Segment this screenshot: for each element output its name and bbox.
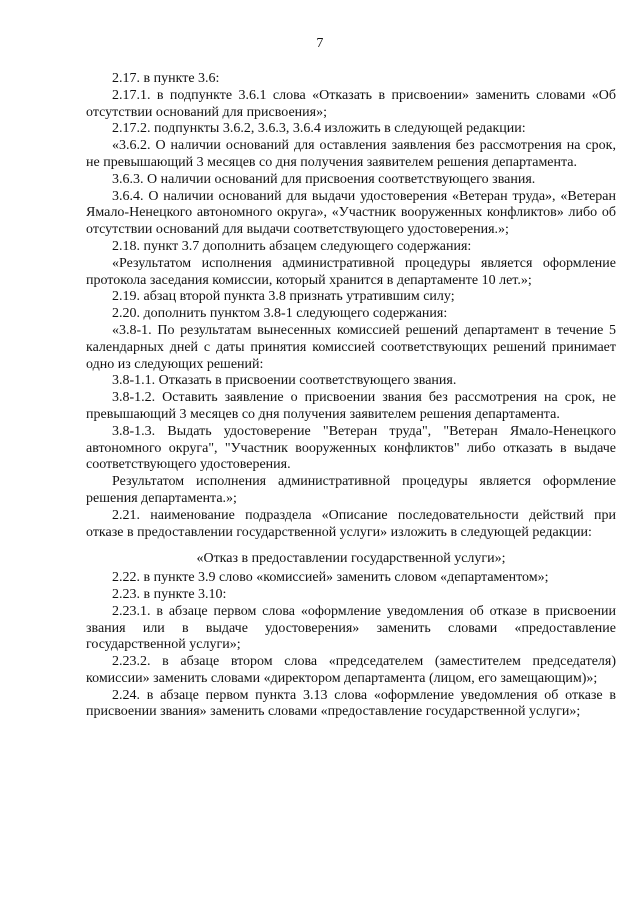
paragraph-3-6-3: 3.6.3. О наличии оснований для присвоения соответствующего звания. — [112, 171, 536, 187]
paragraph-2-21: 2.21. наименование подраздела «Описание последовательности действий при отказе в предоставлении государственной услуги» изложить в следующей редакции: — [86, 507, 616, 540]
paragraph-2-23-1: 2.23.1. в абзаце первом слова «оформление уведомления об отказе в присвоении звания или в выдаче удостоверения» заменить словами «предоставление государственной услуги»; — [86, 603, 616, 653]
paragraph-3-8-1-3: 3.8-1.3. Выдать удостоверение "Ветеран труда", "Ветеран Ямало-Ненецкого автономного округа", "Участник вооруженных конфликтов" либо отказать в выдаче соответствующего удостоверения. — [86, 423, 616, 473]
paragraph-2-23: 2.23. в пункте 3.10: — [112, 586, 227, 602]
paragraph-2-17-1: 2.17.1. в подпункте 3.6.1 слова «Отказать в присвоении» заменить словами «Об отсутствии оснований для присвоения»; — [86, 87, 616, 120]
paragraph-2-17-2: 2.17.2. подпункты 3.6.2, 3.6.3, 3.6.4 изложить в следующей редакции: — [112, 121, 526, 137]
paragraph-2-19: 2.19. абзац второй пункта 3.8 признать утратившим силу; — [112, 289, 455, 305]
paragraph-2-17: 2.17. в пункте 3.6: — [112, 71, 220, 86]
paragraph-2-24: 2.24. в абзаце первом пункта 3.13 слова «оформление уведомления об отказе в присвоении звания» заменить словами «предоставление государственной услуги»; — [86, 687, 616, 720]
paragraph-3-8-1-1: 3.8-1.1. Отказать в присвоении соответствующего звания. — [112, 373, 457, 389]
paragraph-3-6-4: 3.6.4. О наличии оснований для выдачи удостоверения «Ветеран труда», «Ветеран Ямало-Ненецкого автономного округа», «Участник вооруженных конфликтов» либо об отсутствии оснований для выдачи соответствующего удостоверения.»; — [86, 188, 616, 238]
paragraph-3-6-2: «3.6.2. О наличии оснований для оставления заявления без рассмотрения на срок, не превышающий 3 месяцев со дня получения заявителем решения департамента. — [86, 138, 616, 170]
paragraph-3-8-1: «3.8-1. По результатам вынесенных комиссией решений департамент в течение 5 календарных дней с даты принятия комиссией соответствующих решений принимает одно из следующих решений: — [86, 322, 616, 372]
paragraph-3-7-result: «Результатом исполнения административной процедуры является оформление протокола заседания комиссии, который хранится в департаменте 10 лет.»; — [86, 255, 616, 288]
paragraph-2-22: 2.22. в пункте 3.9 слово «комиссией» заменить словом «департаментом»; — [112, 570, 549, 586]
paragraph-3-8-1-2: 3.8-1.2. Оставить заявление о присвоении звания без рассмотрения на срок, не превышающий 3 месяцев со дня получения заявителем решения департамента. — [86, 390, 616, 422]
page-number: 7 — [316, 36, 324, 51]
paragraph-2-23-2: 2.23.2. в абзаце втором слова «председателем (заместителем председателя) комиссии» заменить словами «директором департамента (лицом, его замещающим)»; — [86, 654, 616, 686]
paragraph-2-18: 2.18. пункт 3.7 дополнить абзацем следующего содержания: — [112, 238, 472, 254]
paragraph-3-8-result: Результатом исполнения административной процедуры является оформление решения департамента.»; — [86, 474, 616, 506]
document-body — [86, 71, 616, 721]
subsection-heading: «Отказ в предоставлении государственной услуги»; — [196, 551, 506, 567]
paragraph-2-20: 2.20. дополнить пунктом 3.8-1 следующего содержания: — [112, 306, 448, 322]
